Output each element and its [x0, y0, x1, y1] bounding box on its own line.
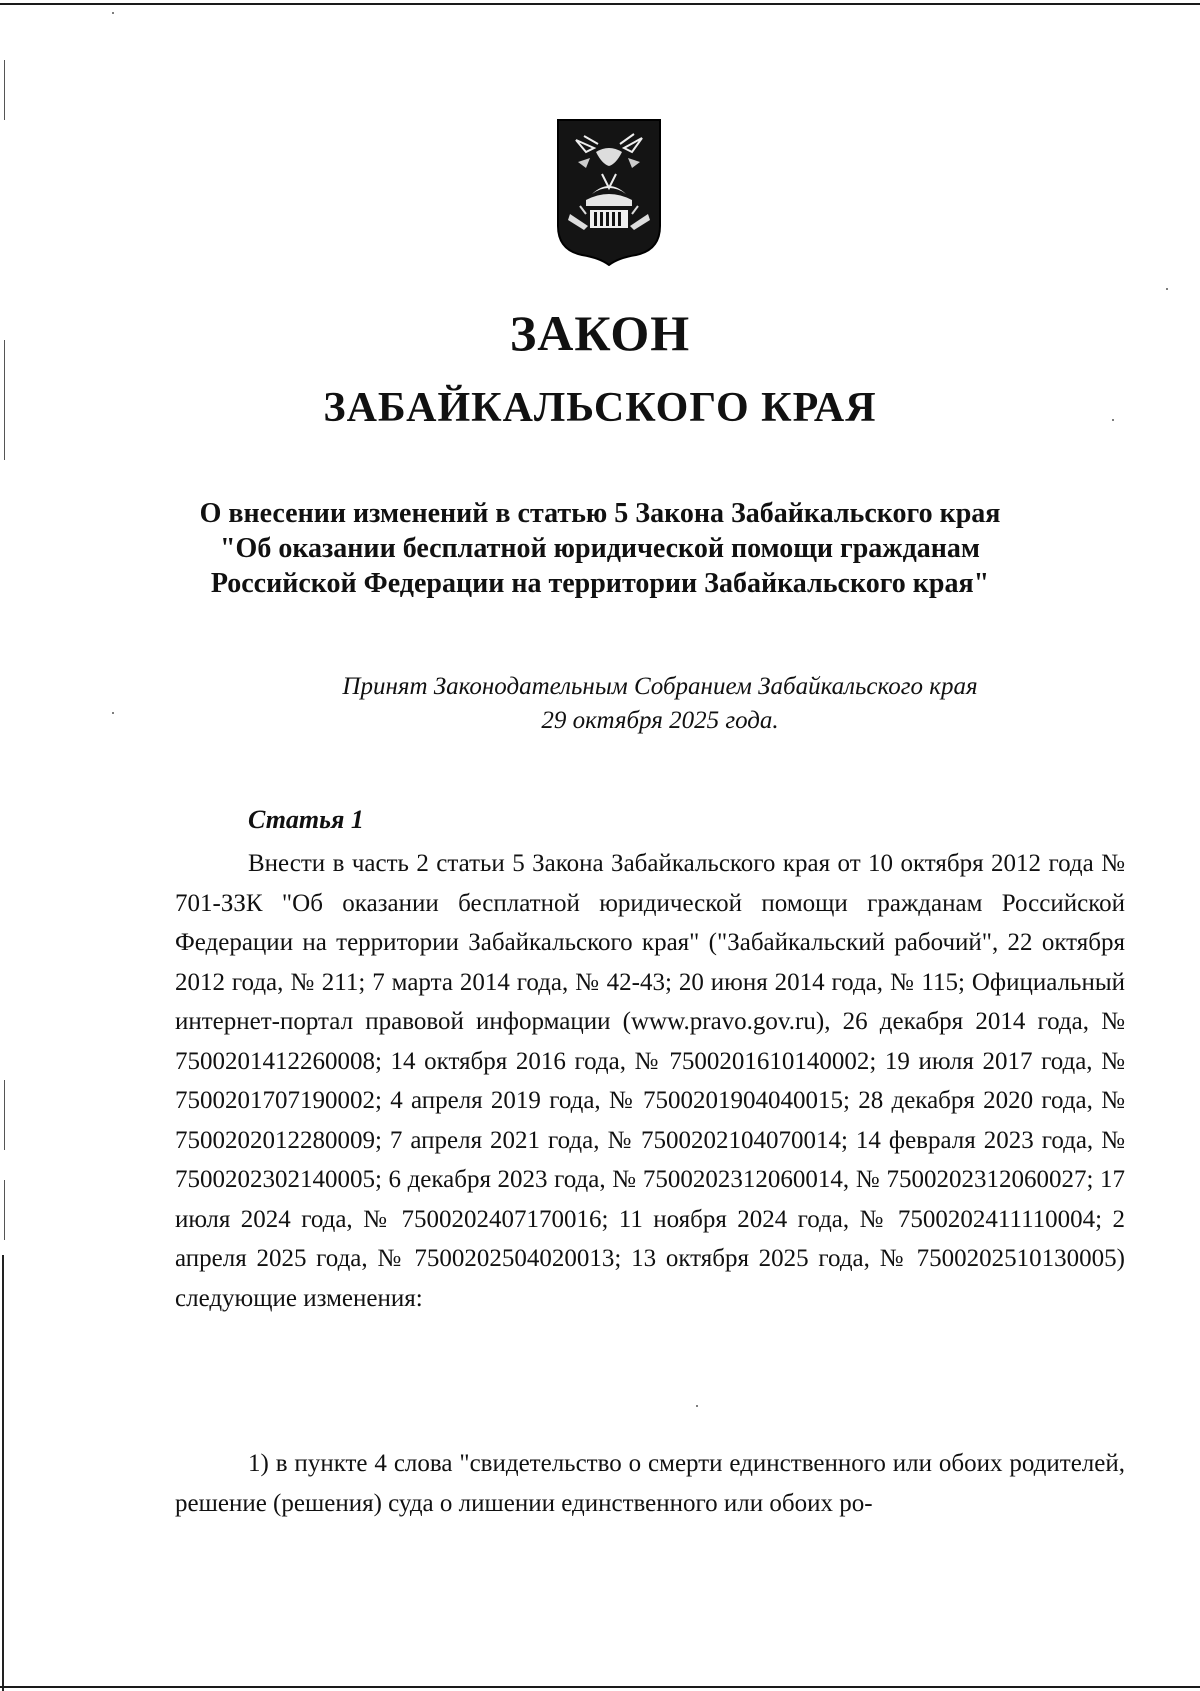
law-subject-line: Российской Федерации на территории Забайкальского края" [210, 568, 990, 599]
coat-of-arms-emblem [556, 118, 662, 266]
adoption-date-line: 29 октября 2025 года. [541, 707, 779, 734]
article-item-text: 1) в пункте 4 слова "свидетельство о смерти единственного или обоих родителей, решение (решения) суда о лишении единственного или обоих ро- [175, 1450, 1125, 1517]
document-title: ЗАКОН [509, 305, 691, 361]
scan-mark [4, 1180, 5, 1240]
scan-border-left [2, 1255, 4, 1691]
document-subtitle: ЗАБАЙКАЛЬСКОГО КРАЯ [323, 385, 877, 431]
article-paragraph [175, 844, 1125, 1318]
scan-mark [4, 60, 5, 120]
law-subject-line: О внесении изменений в статью 5 Закона Забайкальского края [199, 498, 1001, 529]
article-item [175, 1444, 1125, 1523]
article-heading: Статья 1 [248, 805, 364, 834]
adoption-note [200, 670, 1120, 738]
article-paragraph-text: Внести в часть 2 статьи 5 Закона Забайкальского края от 10 октября 2012 года № 701-ЗЗК "Об оказании бесплатной юридической помощи гражданам Российской Федерации на территории Забайкальского края" ("Забайкальский рабочий", 22 октября 2012 года, № 211; 7 марта 2014 года, № 42-43; 20 июня 2014 года, № 115; Официальный интернет-портал правовой информации (www.pravo.gov.ru), 26 декабря 2014 года, № 7500201412260008; 14 октября 2016 года, № 7500201610140002; 19 июля 2017 года, № 7500201707190002; 4 апреля 2019 года, № 7500201904040015; 28 декабря 2020 года, № 7500202012280009; 7 апреля 2021 года, № 7500202104070014; 14 февраля 2023 года, № 7500202302140005; 6 декабря 2023 года, № 7500202312060014, № 7500202312060027; 17 июля 2024 года, № 7500202407170016; 11 ноября 2024 года, № 7500202411110004; 2 апреля 2025 года, № 7500202504020013; 13 октября 2025 года, № 7500202510130005) следующие изменения: [175, 850, 1125, 1312]
scan-border-bottom [0, 1686, 1200, 1688]
scan-speck [112, 712, 114, 714]
scan-speck [696, 1405, 698, 1407]
scan-border-top [0, 3, 1200, 5]
scan-speck [1166, 288, 1168, 290]
scan-mark [4, 1080, 5, 1150]
law-subject [140, 496, 1060, 601]
adoption-body-line: Принят Законодательным Собранием Забайкальского края [342, 673, 978, 700]
scan-speck [112, 12, 114, 14]
law-subject-line: "Об оказании бесплатной юридической помощи гражданам [220, 533, 980, 564]
